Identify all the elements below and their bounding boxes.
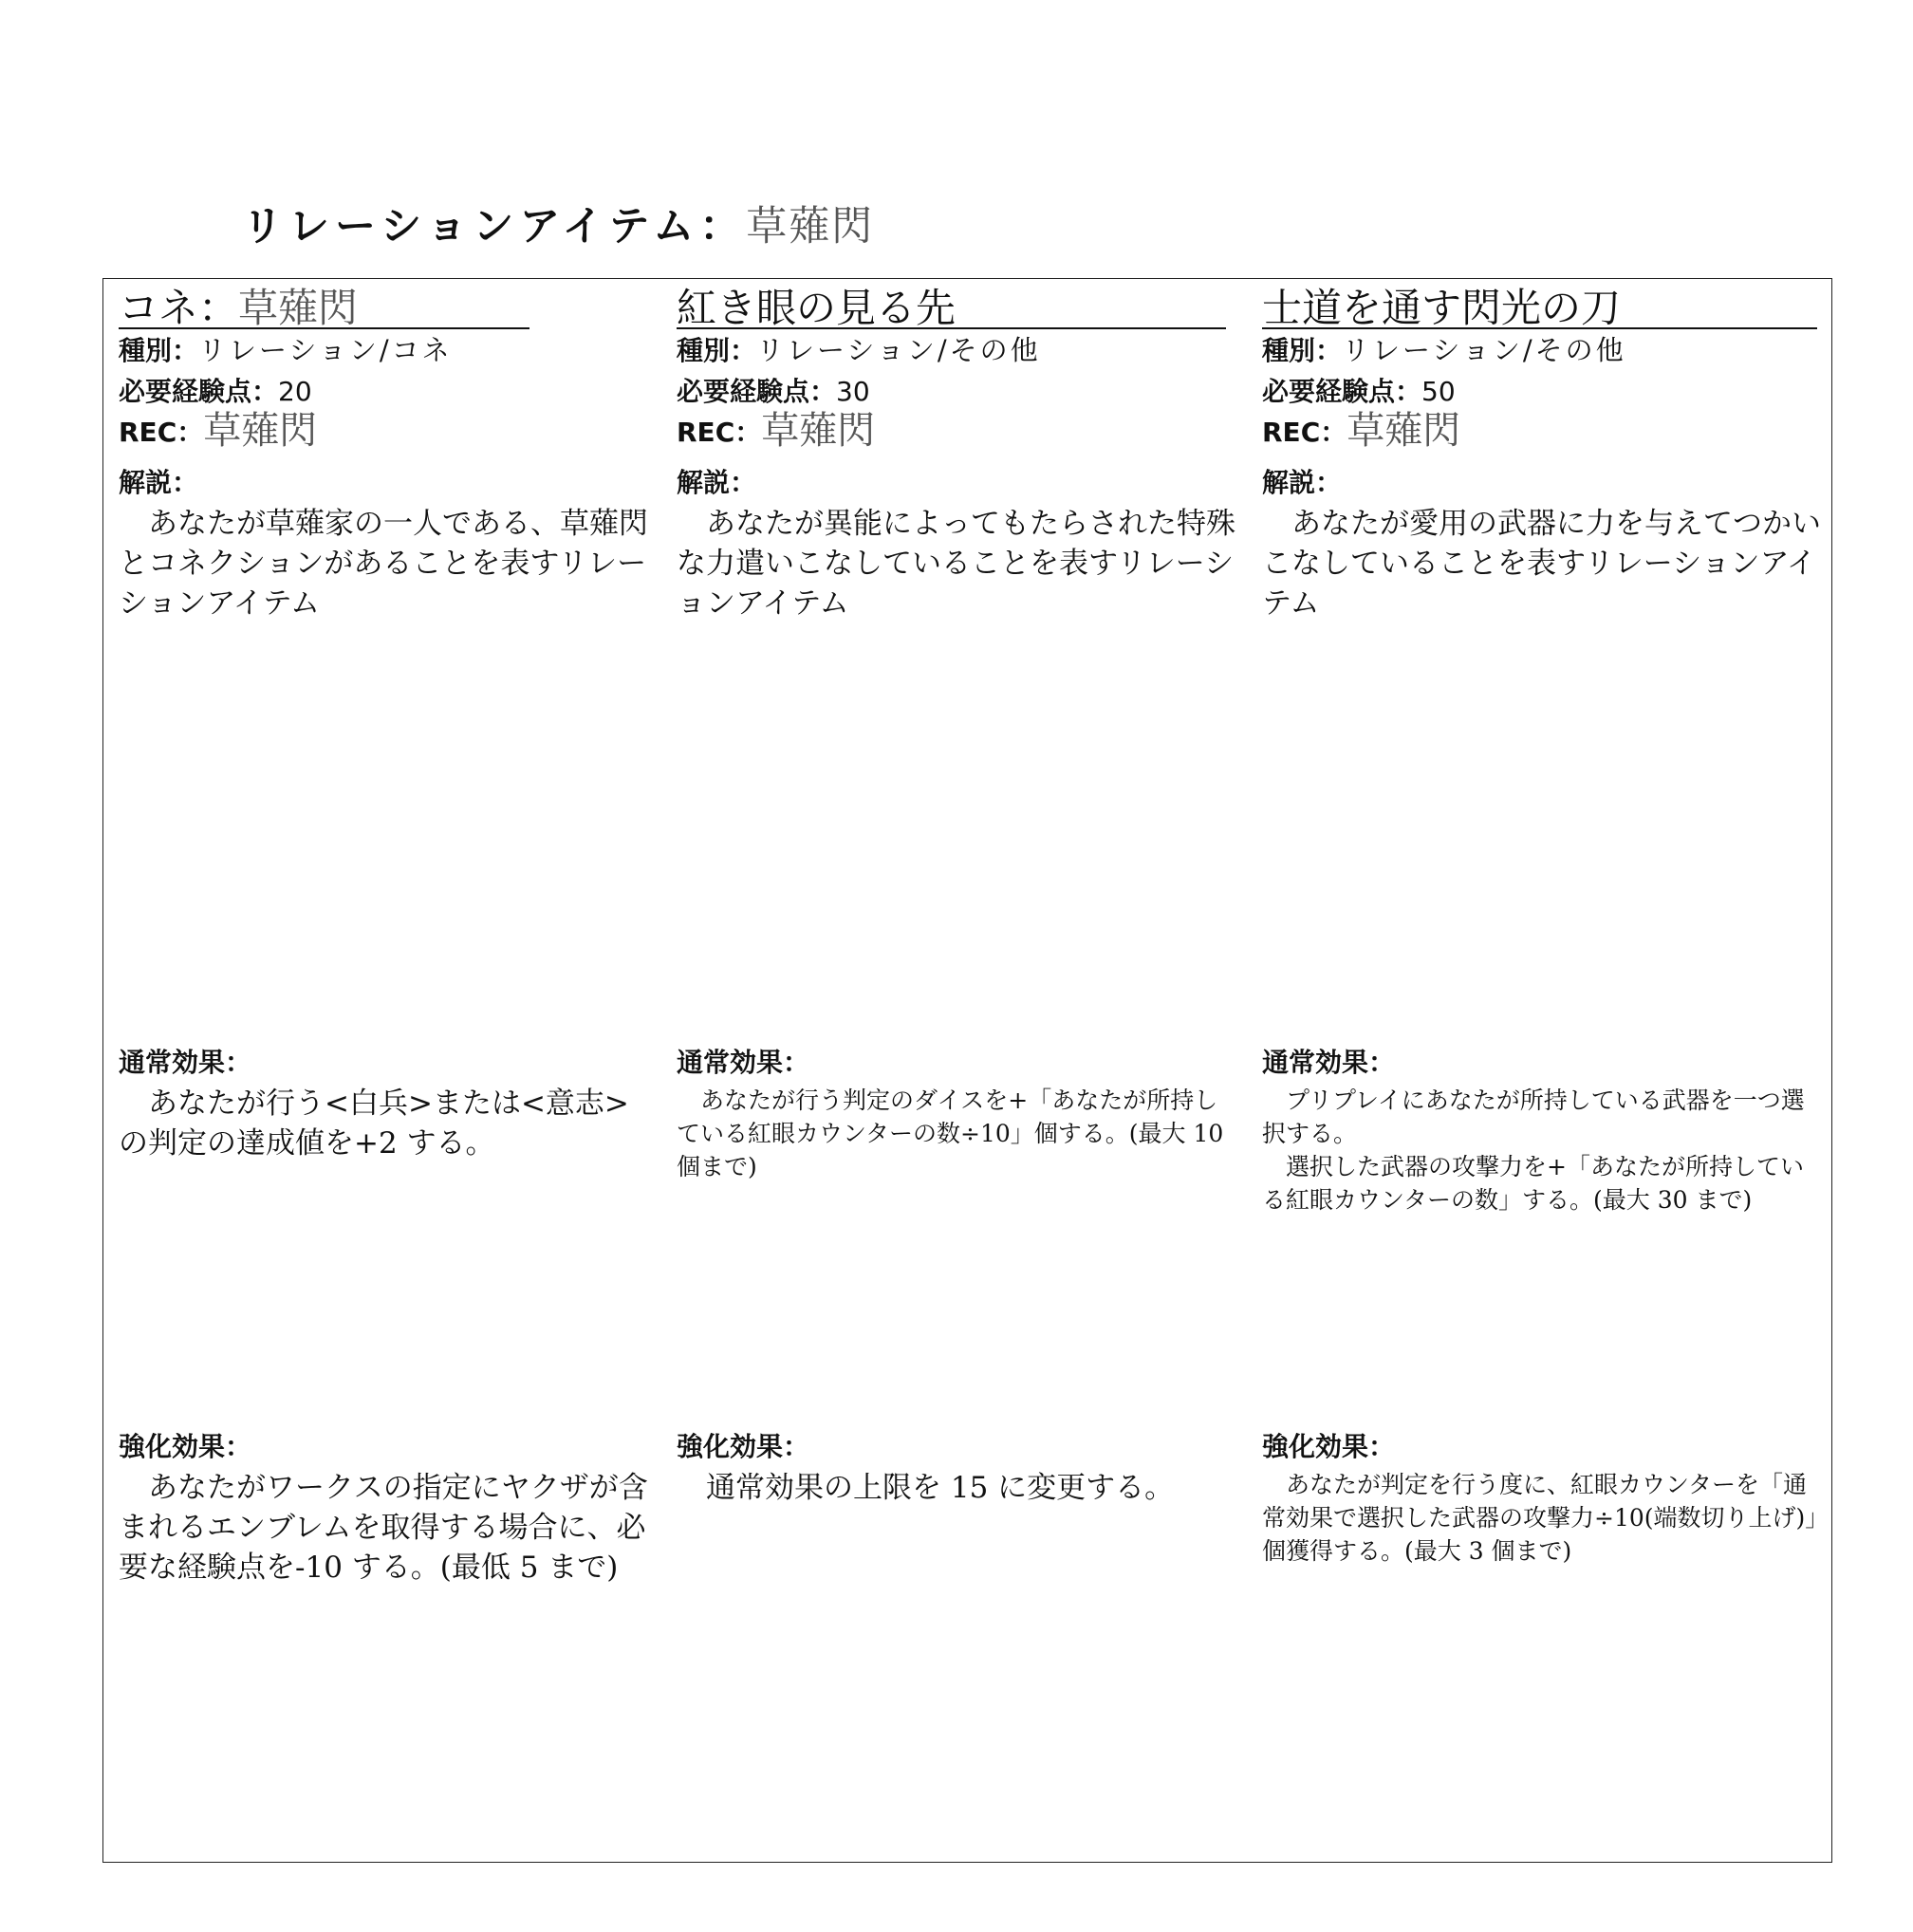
desc-label: 解説：: [1262, 467, 1343, 498]
kind-label: 種別：: [119, 335, 199, 366]
desc-text: あなたが異能によってもたらされた特殊な力遣いこなしていることを表すリレーションアイテム: [677, 507, 1235, 621]
normal-effect-label-row: [677, 1044, 809, 1081]
rec-value: 草薙閃: [1347, 409, 1461, 453]
desc-label-row: [119, 464, 198, 501]
title-underline: [1262, 327, 1817, 329]
card-red-eyes: [677, 279, 1236, 1862]
card-title-text: 紅き眼の見る先: [677, 285, 956, 331]
normal-effect-text: あなたが行う<白兵>または<意志>の判定の達成値を+2 する。: [119, 1087, 629, 1161]
normal-effect-text: プリプレイにあなたが所持している武器を一つ選択する。 選択した武器の攻撃力を+「あなたが所持している紅眼カウンターの数」する。(最大 30 まで): [1262, 1087, 1805, 1214]
normal-effect-text: あなたが行う判定のダイスを+「あなたが所持している紅眼カウンターの数÷10」個する。(最大 10 個まで): [677, 1087, 1224, 1180]
page-title-label: リレーションアイテム：: [242, 203, 747, 251]
rec-value: 草薙閃: [203, 409, 318, 453]
rec-value: 草薙閃: [761, 409, 876, 453]
rec-row: [677, 409, 876, 453]
exp-value: 30: [836, 376, 870, 407]
normal-effect-label-row: [1262, 1044, 1395, 1081]
enhance-effect-label-row: [677, 1428, 809, 1465]
card-title: [119, 285, 358, 332]
exp-label: 必要経験点：: [1262, 376, 1422, 407]
enhance-effect-text: あなたが判定を行う度に、紅眼カウンターを「通常効果で選択した武器の攻撃力÷10(端数切り上げ)」個獲得する。(最大 3 個まで): [1262, 1471, 1817, 1565]
enhance-effect-label-row: [119, 1428, 251, 1465]
page-title: [242, 195, 874, 252]
desc-text: あなたが愛用の武器に力を与えてつかいこなしていることを表すリレーションアイテム: [1262, 507, 1821, 621]
kind-row: [1262, 332, 1626, 369]
enhance-effect-label: 強化効果：: [1262, 1431, 1396, 1462]
exp-label: 必要経験点：: [119, 376, 279, 407]
kind-row: [677, 332, 1041, 369]
card-kone: [119, 279, 655, 1862]
kind-value: リレーション/その他: [756, 334, 1041, 366]
desc-label-row: [677, 464, 756, 501]
kind-value: リレーション/その他: [1342, 334, 1626, 366]
exp-row: [677, 373, 870, 410]
exp-value: 20: [278, 376, 312, 407]
kind-label: 種別：: [1262, 335, 1343, 366]
exp-value: 50: [1421, 376, 1456, 407]
enhance-effect-text: あなたがワークスの指定にヤクザが含まれるエンブレムを取得する場合に、必要な経験点を-10 する。(最低 5 まで): [119, 1471, 648, 1585]
rec-label: REC：: [677, 417, 762, 448]
enhance-effect-label-row: [1262, 1428, 1395, 1465]
enhance-effect-text: 通常効果の上限を 15 に変更する。: [677, 1471, 1175, 1505]
rec-row: [1262, 409, 1461, 453]
normal-effect-label: 通常効果：: [119, 1047, 252, 1078]
rec-label: REC：: [1262, 417, 1347, 448]
title-underline: [119, 327, 529, 329]
desc-label: 解説：: [119, 467, 199, 498]
card-title: [677, 285, 956, 332]
relation-items-table: [102, 278, 1832, 1863]
title-underline: [677, 327, 1226, 329]
card-title-subject: 草薙閃: [238, 285, 359, 331]
rec-label: REC：: [119, 417, 204, 448]
kind-row: [119, 332, 453, 369]
normal-effect-label-row: [119, 1044, 251, 1081]
kind-label: 種別：: [677, 335, 757, 366]
enhance-effect-label: 強化効果：: [119, 1431, 252, 1462]
desc-label: 解説：: [677, 467, 757, 498]
exp-label: 必要経験点：: [677, 376, 837, 407]
card-title-text: コネ：: [119, 285, 239, 331]
page-title-subject: 草薙閃: [746, 203, 875, 251]
normal-effect-label: 通常効果：: [1262, 1047, 1396, 1078]
normal-effect-label: 通常効果：: [677, 1047, 810, 1078]
card-flash-blade: [1262, 279, 1822, 1862]
exp-row: [1262, 373, 1456, 410]
exp-row: [119, 373, 312, 410]
rec-row: [119, 409, 318, 453]
kind-value: リレーション/コネ: [198, 334, 453, 366]
card-title-text: 士道を通す閃光の刀: [1262, 285, 1622, 331]
desc-label-row: [1262, 464, 1342, 501]
desc-text: あなたが草薙家の一人である、草薙閃とコネクションがあることを表すリレーションアイテム: [119, 507, 648, 621]
card-title: [1262, 285, 1621, 332]
enhance-effect-label: 強化効果：: [677, 1431, 810, 1462]
